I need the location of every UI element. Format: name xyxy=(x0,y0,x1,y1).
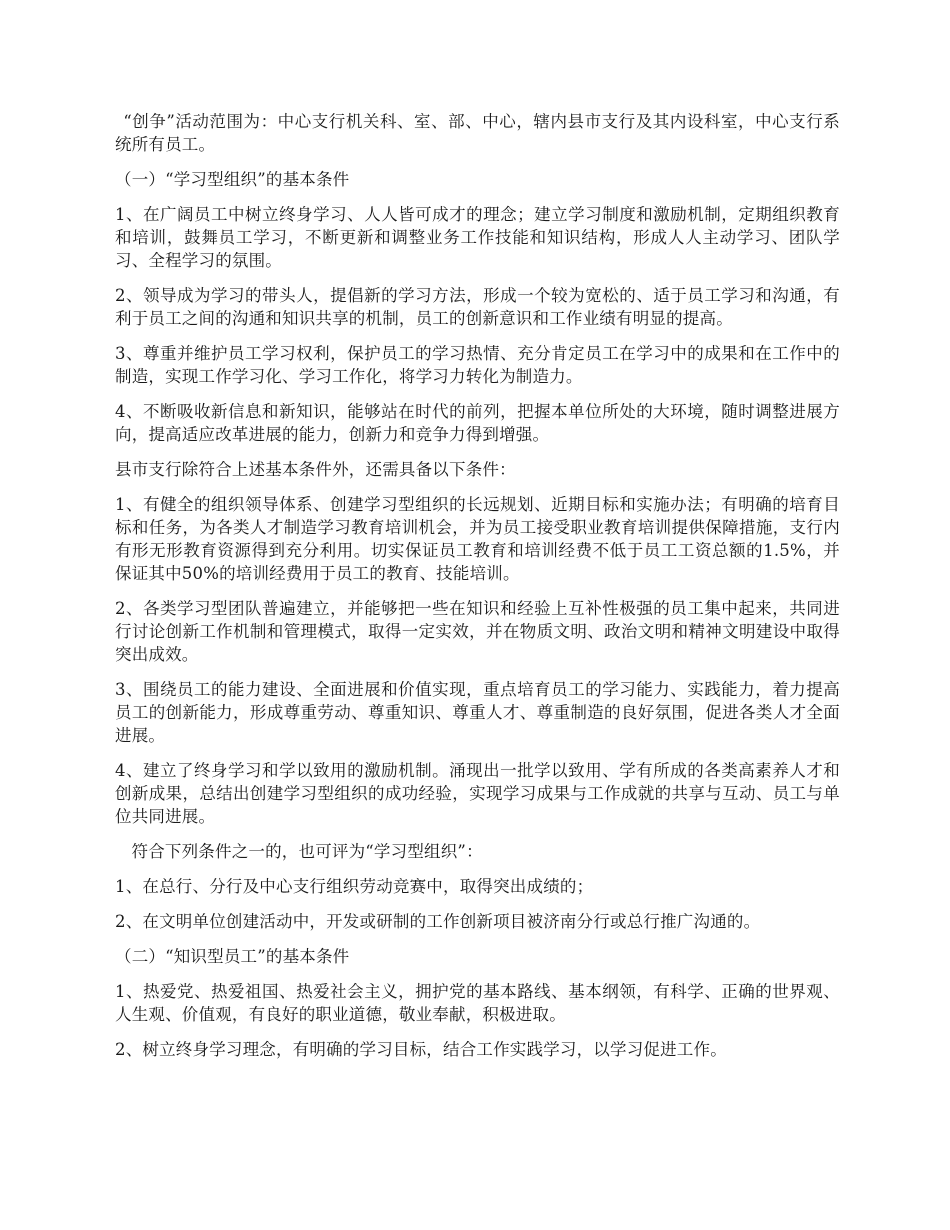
paragraph-employee-condition-2: 2、树立终身学习理念，有明确的学习目标，结合工作实践学习，以学习促进工作。 xyxy=(115,1040,727,1059)
paragraph-scope: “创争”活动范围为：中心支行机关科、室、部、中心，辖内县市支行及其内设科室，中心支行系统所有员工。 xyxy=(115,112,840,154)
paragraph-employee-condition-1: 1、热爱党、热爱祖国、热爱社会主义，拥护党的基本路线、基本纲领，有科学、正确的世界观、人生观、价值观，有良好的职业道德，敬业奉献，积极进取。 xyxy=(115,982,840,1024)
paragraph-alternative-intro: 符合下列条件之一的，也可评为“学习型组织”： xyxy=(131,842,483,861)
paragraph-county-condition-4: 4、建立了终身学习和学以致用的激励机制。涌现出一批学以致用、学有所成的各类高素养人才和创新成果，总结出创建学习型组织的成功经验，实现学习成果与工作成就的共享与互动、员工与单位共同进展。 xyxy=(115,761,840,826)
paragraph-condition-2: 2、领导成为学习的带头人，提倡新的学习方法，形成一个较为宽松的、适于员工学习和沟通，有利于员工之间的沟通和知识共享的机制，员工的创新意识和工作业绩有明显的提高。 xyxy=(115,286,840,328)
paragraph-alternative-2: 2、在文明单位创建活动中，开发或研制的工作创新项目被济南分行或总行推广沟通的。 xyxy=(115,912,761,931)
paragraph-county-branch-intro: 县市支行除符合上述基本条件外，还需具备以下条件： xyxy=(115,460,516,479)
paragraph-county-condition-1: 1、有健全的组织领导体系、创建学习型组织的长远规划、近期目标和实施办法；有明确的培育目标和任务，为各类人才制造学习教育培训机会，并为员工接受职业教育培训提供保障措施，支行内有形无形教育资源得到充分利用。切实保证员工教育和培训经费不低于员工工资总额的1.5%，并保证其中50%的培训经费用于员工的教育、技能培训。 xyxy=(115,495,840,583)
paragraph-county-condition-2: 2、各类学习型团队普遍建立，并能够把一些在知识和经验上互补性极强的员工集中起来，共同进行讨论创新工作机制和管理模式，取得一定实效，并在物质文明、政治文明和精神文明建设中取得突出成效。 xyxy=(115,599,840,664)
paragraph-alternative-1: 1、在总行、分行及中心支行组织劳动竞赛中，取得突出成绩的； xyxy=(115,877,594,896)
section-heading-learning-organization: （一）“学习型组织”的基本条件 xyxy=(115,170,350,189)
section-heading-knowledge-employee: （二）“知识型员工”的基本条件 xyxy=(115,947,350,966)
paragraph-county-condition-3: 3、围绕员工的能力建设、全面进展和价值实现，重点培育员工的学习能力、实践能力，着力提高员工的创新能力，形成尊重劳动、尊重知识、尊重人才、尊重制造的良好氛围，促进各类人才全面进展。 xyxy=(115,680,840,745)
paragraph-condition-1: 1、在广阔员工中树立终身学习、人人皆可成才的理念；建立学习制度和激励机制，定期组织教育和培训，鼓舞员工学习，不断更新和调整业务工作技能和知识结构，形成人人主动学习、团队学习、全程学习的氛围。 xyxy=(115,205,840,270)
paragraph-condition-3: 3、尊重并维护员工学习权利，保护员工的学习热情、充分肯定员工在学习中的成果和在工作中的制造，实现工作学习化、学习工作化，将学习力转化为制造力。 xyxy=(115,344,840,386)
paragraph-condition-4: 4、不断吸收新信息和新知识，能够站在时代的前列，把握本单位所处的大环境，随时调整进展方向，提高适应改革进展的能力，创新力和竞争力得到增强。 xyxy=(115,402,840,444)
